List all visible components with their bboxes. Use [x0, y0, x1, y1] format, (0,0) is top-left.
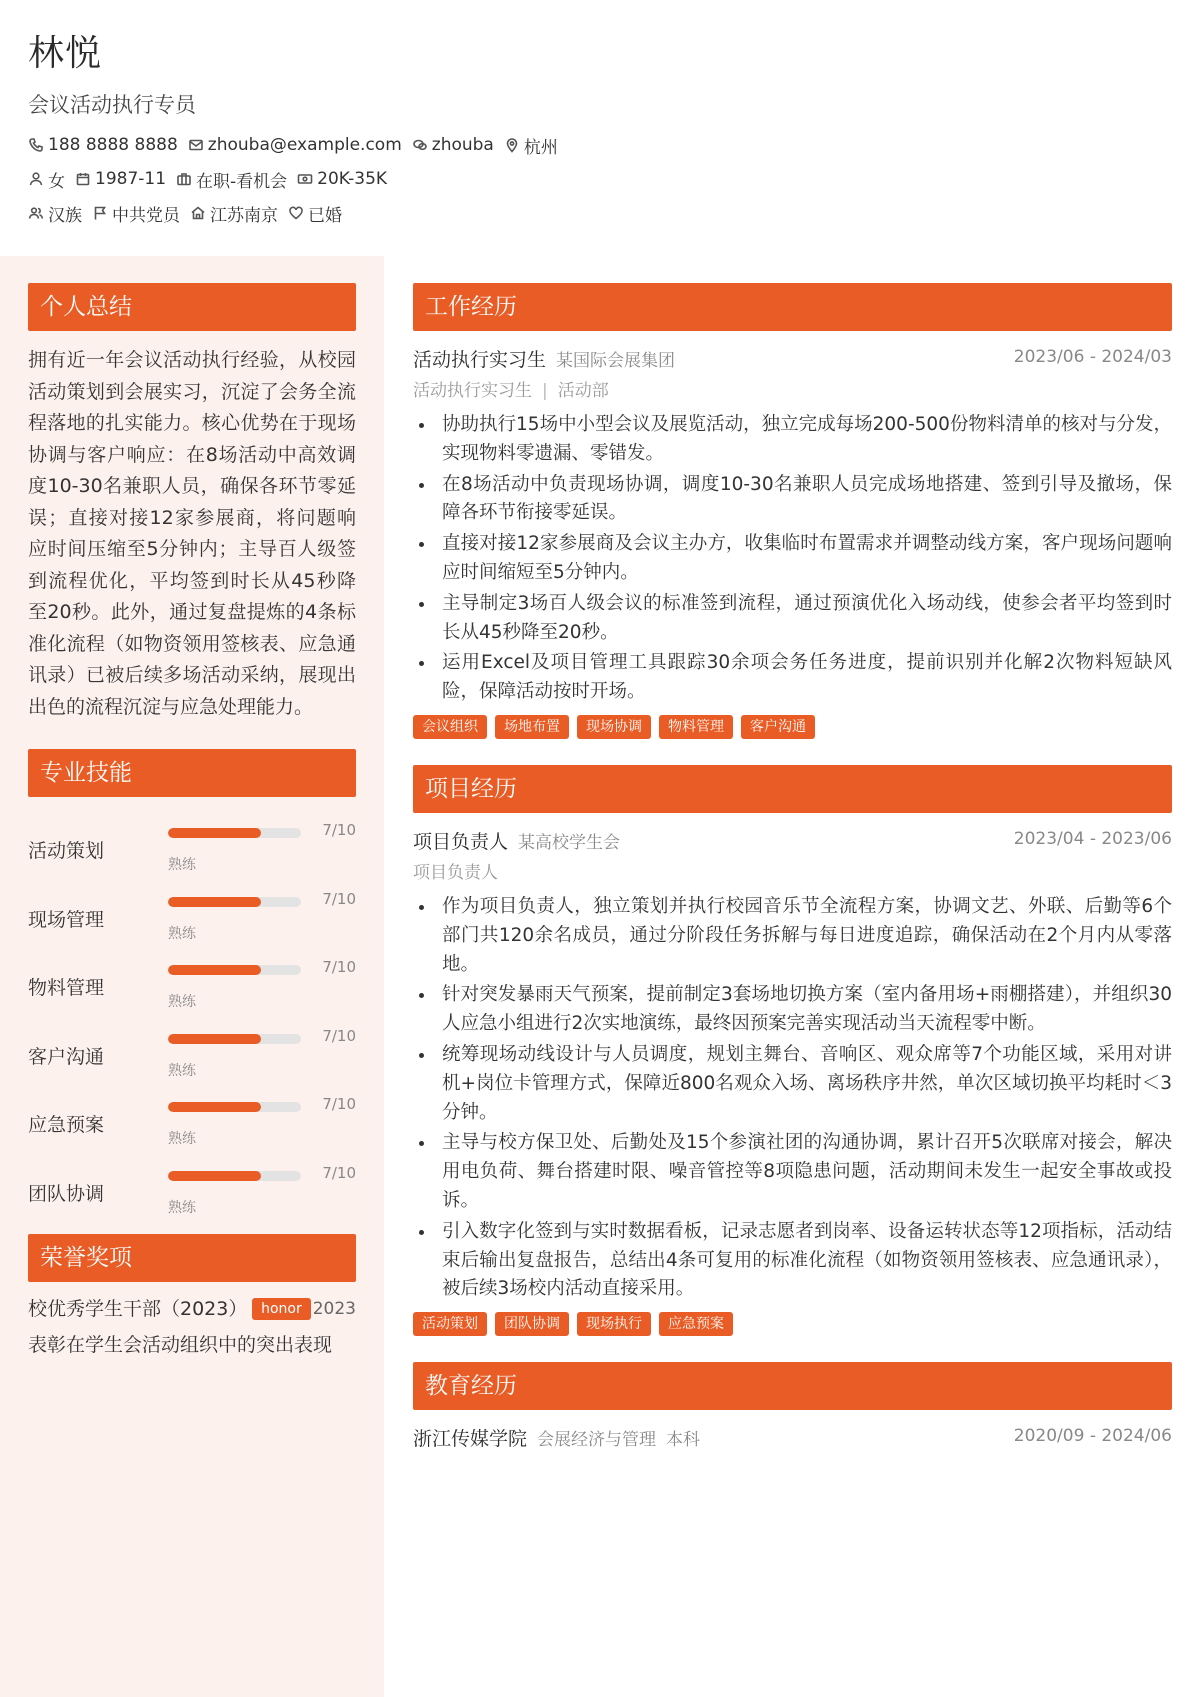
project-section — [413, 765, 1172, 1338]
contact-row — [28, 128, 1168, 162]
skills-heading: 专业技能 — [28, 749, 356, 797]
skill-bar-fill — [168, 1102, 261, 1112]
skill-name: 现场管理 — [28, 908, 105, 931]
honors-section — [28, 1234, 356, 1360]
marital-item — [288, 201, 342, 226]
skill-list — [28, 811, 356, 1222]
education-degree: 本科 — [666, 1430, 701, 1451]
work-heading: 工作经历 — [413, 283, 1172, 331]
skill-name: 应急预案 — [28, 1114, 105, 1136]
phone-item — [28, 135, 178, 155]
skill-bar — [168, 965, 301, 975]
work-tags — [413, 715, 1172, 741]
skill-name: 活动策划 — [28, 840, 105, 862]
skill-score: 7/10 — [322, 1026, 356, 1045]
skill-row — [28, 1154, 356, 1223]
politics-text: 中共党员 — [112, 205, 180, 226]
person-icon — [28, 171, 44, 187]
ethnicity-text: 汉族 — [48, 205, 82, 226]
skill-bar-fill — [168, 965, 261, 975]
skill-name: 物料管理 — [28, 977, 105, 999]
bullet-item: 在8场活动中负责现场协调，调度10-30名兼职人员完成场地搭建、签到引导及撤场，保障各环节衔接零延误。 — [413, 471, 1172, 529]
skill-tag: 客户沟通 — [741, 715, 815, 739]
work-bullets — [413, 411, 1172, 707]
skill-level: 熟练 — [168, 994, 196, 1010]
education-major: 会展经济与管理 — [537, 1430, 657, 1451]
project-bullets — [413, 893, 1172, 1304]
hometown-item — [190, 201, 278, 226]
skill-score: 7/10 — [322, 1095, 356, 1113]
money-icon — [297, 171, 313, 187]
honor-description: 表彰在学生会活动组织中的突出表现 — [28, 1333, 333, 1356]
skill-bar — [168, 897, 301, 907]
city-item — [504, 133, 558, 158]
calendar-icon — [75, 171, 91, 187]
status-item — [176, 167, 287, 192]
people-icon — [28, 205, 44, 221]
flag-icon — [92, 205, 108, 221]
skill-bar — [168, 1034, 301, 1044]
honor-title: 校优秀学生干部（2023） — [28, 1298, 248, 1320]
salary-item — [297, 169, 387, 189]
marital-text: 已婚 — [308, 205, 342, 226]
project-org: 某高校学生会 — [518, 832, 621, 853]
hometown-text: 江苏南京 — [210, 205, 278, 226]
bullet-item: 主导制定3场百人级会议的标准签到流程，通过预演优化入场动线，使参会者平均签到时长从45秒降至20秒。 — [413, 590, 1172, 648]
skill-tag: 场地布置 — [495, 715, 569, 739]
wechat-text: zhouba — [431, 135, 494, 155]
background-row — [28, 196, 1168, 230]
bullet-item: 直接对接12家参展商及会议主办方，收集临时布置需求并调整动线方案，客户现场问题响应时间缩短至5分钟内。 — [413, 530, 1172, 588]
job-title: 会议活动执行专员 — [28, 93, 196, 117]
skill-bar-fill — [168, 897, 261, 907]
skill-score: 7/10 — [322, 958, 356, 976]
education-school: 浙江传媒学院 — [413, 1428, 528, 1451]
skill-tag: 活动策划 — [413, 1312, 487, 1336]
wechat-item — [412, 135, 494, 155]
bullet-item: 引入数字化签到与实时数据看板，记录志愿者到岗率、设备运转状态等12项指标，活动结束后输出复盘报告，总结出4条可复用的标准化流程（如物资领用签核表、应急通讯录），被后续3场校内活动直接采用。 — [413, 1218, 1172, 1304]
status-text: 在职-看机会 — [196, 171, 288, 192]
education-heading: 教育经历 — [413, 1362, 1172, 1410]
heart-icon — [288, 205, 304, 221]
skill-row — [28, 1017, 356, 1086]
skill-row — [28, 880, 356, 949]
project-tags — [413, 1312, 1172, 1338]
skill-level: 熟练 — [168, 1199, 196, 1216]
sidebar — [28, 283, 356, 1360]
work-role: 活动执行实习生 — [413, 349, 547, 371]
main-content — [413, 283, 1172, 1454]
project-entry-header — [413, 827, 1172, 857]
skill-level: 熟练 — [168, 1131, 196, 1147]
education-entry — [413, 1424, 1172, 1454]
skill-name: 客户沟通 — [28, 1045, 105, 1068]
city-text: 杭州 — [523, 137, 558, 158]
skill-row — [28, 948, 356, 1017]
skill-score: 7/10 — [322, 1163, 356, 1182]
work-date: 2023/06 - 2024/03 — [1013, 347, 1172, 367]
skill-name: 团队协调 — [28, 1182, 105, 1205]
birth-item — [75, 169, 166, 189]
phone-icon — [28, 137, 44, 153]
bullet-item: 运用Excel及项目管理工具跟踪30余项会务任务进度，提前识别并化解2次物料短缺风险，保障活动按时开场。 — [413, 649, 1172, 707]
work-department: 活动部 — [557, 381, 609, 401]
wechat-icon — [412, 137, 428, 153]
skill-row — [28, 811, 356, 880]
honor-year: 2023 — [312, 1299, 356, 1319]
birth-text: 1987-11 — [95, 169, 167, 189]
work-subtitle — [413, 375, 1172, 407]
project-position: 项目负责人 — [413, 862, 498, 883]
skill-bar-fill — [168, 1034, 261, 1044]
work-position: 活动执行实习生 — [413, 381, 532, 401]
honor-tag: honor — [252, 1298, 311, 1320]
home-icon — [190, 205, 206, 221]
project-date: 2023/04 - 2023/06 — [1013, 828, 1172, 849]
gender-text: 女 — [48, 171, 65, 192]
work-entry-header — [413, 345, 1172, 375]
skill-score: 7/10 — [322, 821, 356, 839]
work-section — [413, 283, 1172, 741]
salary-text: 20K-35K — [317, 169, 388, 189]
skill-tag: 应急预案 — [659, 1312, 733, 1336]
personal-row — [28, 162, 1168, 196]
bullet-item: 针对突发暴雨天气预案，提前制定3套场地切换方案（室内备用场+雨棚搭建），并组织30人应急小组进行2次实地演练，最终因预案完善实现活动当天流程零中断。 — [413, 981, 1172, 1039]
honor-item — [28, 1294, 356, 1360]
work-company: 某国际会展集团 — [556, 351, 676, 371]
skill-row — [28, 1085, 356, 1154]
politics-item — [92, 201, 180, 226]
skill-bar — [168, 1171, 301, 1181]
project-subtitle — [413, 857, 1172, 889]
email-text: zhouba@example.com — [207, 135, 402, 155]
skill-bar — [168, 1102, 301, 1112]
gender-item — [28, 167, 65, 192]
skill-level: 熟练 — [168, 1062, 196, 1079]
skill-tag: 团队协调 — [495, 1312, 569, 1336]
project-heading: 项目经历 — [413, 765, 1172, 813]
bullet-item: 主导与校方保卫处、后勤处及15个参演社团的沟通协调，累计召开5次联席对接会，解决用电负荷、舞台搭建时限、噪音管控等8项隐患问题，活动期间未发生一起安全事故或投诉。 — [413, 1129, 1172, 1215]
skill-bar-fill — [168, 828, 261, 838]
honors-heading: 荣誉奖项 — [28, 1234, 356, 1282]
skill-level: 熟练 — [168, 857, 196, 873]
bullet-item: 统筹现场动线设计与人员调度，规划主舞台、音响区、观众席等7个功能区域，采用对讲机+岗位卡管理方式，保障近800名观众入场、离场秩序井然，单次区域切换平均耗时＜3分钟。 — [413, 1041, 1172, 1127]
skill-tag: 现场执行 — [577, 1312, 651, 1336]
email-item — [188, 135, 402, 155]
skill-bar-fill — [168, 1171, 261, 1181]
skill-score: 7/10 — [322, 889, 356, 908]
summary-section — [28, 283, 356, 723]
skill-tag: 会议组织 — [413, 715, 487, 739]
resume-header — [28, 28, 1168, 230]
location-icon — [504, 137, 520, 153]
mail-icon — [188, 137, 204, 153]
bullet-item: 协助执行15场中小型会议及展览活动，独立完成每场200-500份物料清单的核对与分发，实现物料零遗漏、零错发。 — [413, 411, 1172, 469]
skills-section — [28, 749, 356, 1222]
summary-text: 拥有近一年会议活动执行经验，从校园活动策划到会展实习，沉淀了会务全流程落地的扎实能力。核心优势在于现场协调与客户响应：在8场活动中高效调度10-30名兼职人员，确保各环节零延误；直接对接12家参展商，将问题响应时间压缩至5分钟内；主导百人级签到流程优化，平均签到时长从45秒降至20秒。此外，通过复盘提炼的4条标准化流程（如物资领用签核表、应急通讯录）已被后续多场活动采纳，展现出出色的流程沉淀与应急处理能力。 — [28, 349, 356, 718]
honor-meta — [252, 1298, 356, 1320]
summary-heading: 个人总结 — [28, 283, 356, 331]
skill-bar — [168, 828, 301, 838]
education-date: 2020/09 - 2024/06 — [1013, 1426, 1172, 1447]
skill-level: 熟练 — [168, 925, 196, 942]
education-section — [413, 1362, 1172, 1454]
ethnicity-item — [28, 201, 82, 226]
contact-info — [28, 128, 1168, 230]
skill-tag: 物料管理 — [659, 715, 733, 739]
bullet-item: 作为项目负责人，独立策划并执行校园音乐节全流程方案，协调文艺、外联、后勤等6个部门共120余名成员，通过分阶段任务拆解与每日进度追踪，确保活动在2个月内从零落地。 — [413, 893, 1172, 979]
skill-tag: 现场协调 — [577, 715, 651, 739]
separator: | — [542, 381, 548, 401]
candidate-name: 林悦 — [28, 33, 103, 74]
briefcase-icon — [176, 171, 192, 187]
phone-text: 188 8888 8888 — [48, 135, 178, 155]
project-role: 项目负责人 — [413, 830, 509, 853]
